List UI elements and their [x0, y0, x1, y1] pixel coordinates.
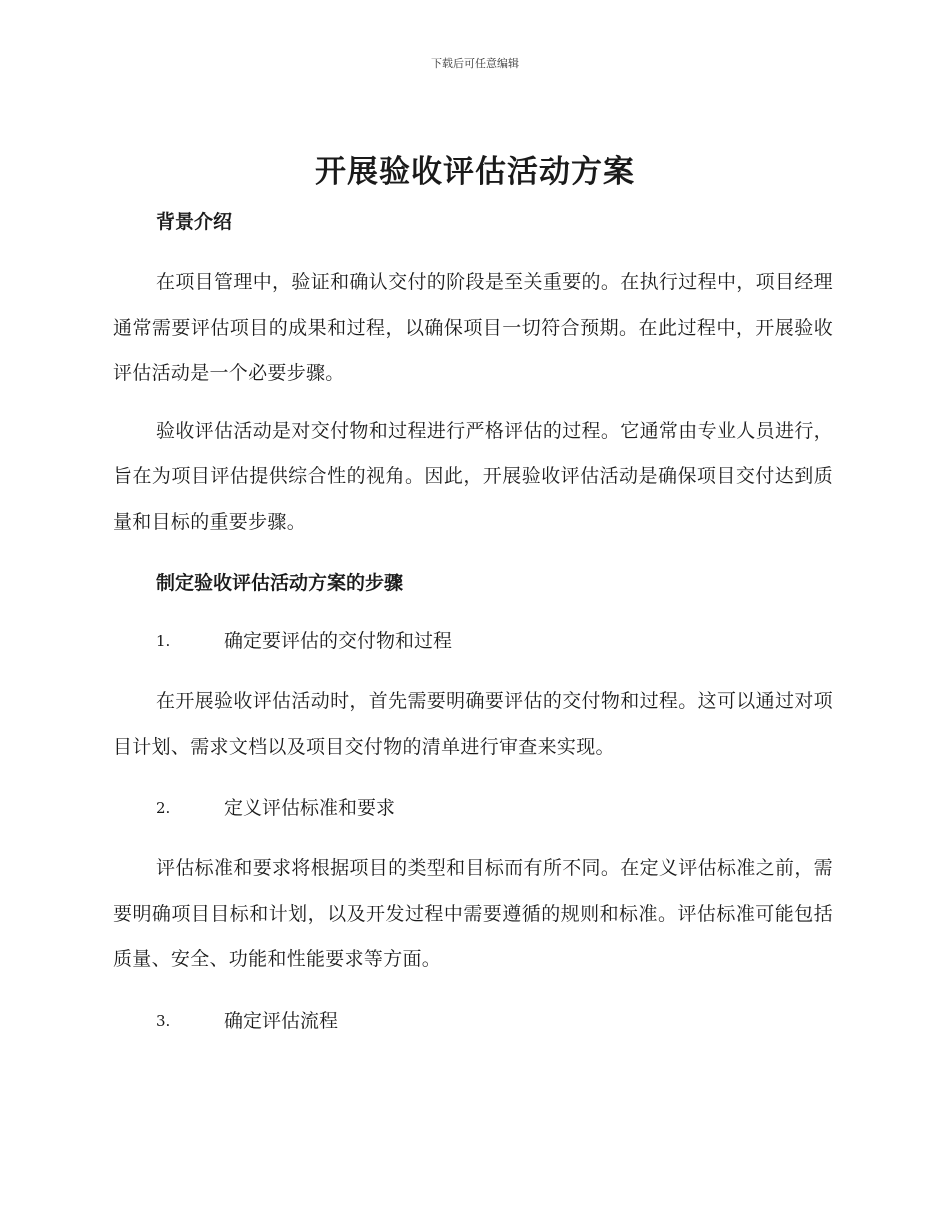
document-title: 开展验收评估活动方案	[315, 154, 635, 190]
step-number: 1.	[156, 632, 171, 650]
paragraph: 在开展验收评估活动时，首先需要明确要评估的交付物和过程。这可以通过对项目计划、需求文档以及项目交付物的清单进行审查来实现。	[113, 690, 833, 758]
step-title: 确定要评估的交付物和过程	[224, 630, 453, 652]
step-item	[113, 1001, 833, 1041]
step-item	[113, 621, 833, 661]
paragraph: 在项目管理中，验证和确认交付的阶段是至关重要的。在执行过程中，项目经理通常需要评估项目的成果和过程，以确保项目一切符合预期。在此过程中，开展验收评估活动是一个必要步骤。	[113, 271, 833, 384]
step-number: 3.	[156, 1011, 171, 1030]
section-heading-background: 背景介绍	[156, 211, 233, 233]
paragraph: 评估标准和要求将根据项目的类型和目标而有所不同。在定义评估标准之前，需要明确项目目标和计划，以及开发过程中需要遵循的规则和标准。评估标准可能包括质量、安全、功能和性能要求等方面。	[113, 857, 833, 970]
document-body	[113, 202, 833, 1041]
section-heading-steps: 制定验收评估活动方案的步骤	[156, 572, 404, 594]
step-item	[113, 788, 833, 828]
step-title: 定义评估标准和要求	[224, 797, 396, 819]
paragraph: 验收评估活动是对交付物和过程进行严格评估的过程。它通常由专业人员进行，旨在为项目评估提供综合性的视角。因此，开展验收评估活动是确保项目交付达到质量和目标的重要步骤。	[113, 419, 833, 533]
step-number: 2.	[156, 799, 171, 817]
header-note: 下载后可任意编辑	[431, 57, 519, 70]
step-title: 确定评估流程	[224, 1009, 339, 1032]
